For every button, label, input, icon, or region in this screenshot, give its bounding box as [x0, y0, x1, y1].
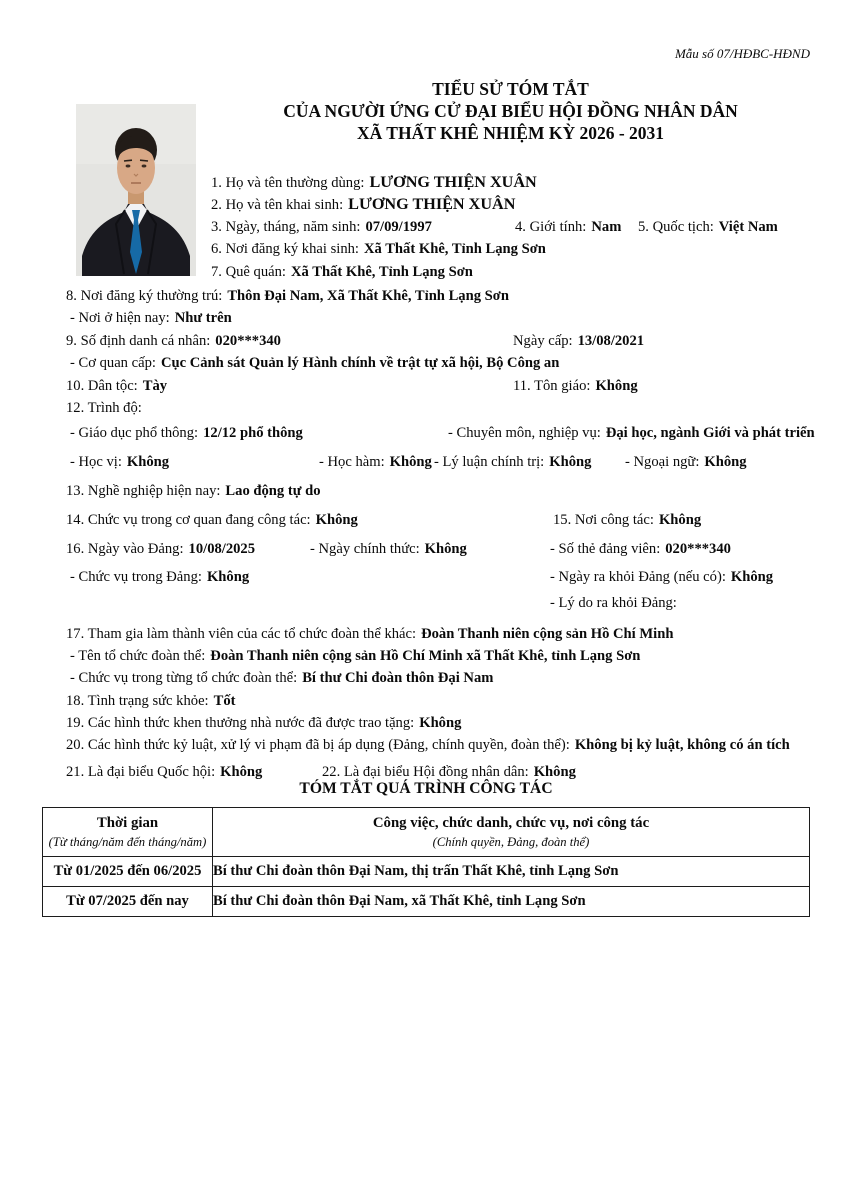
field-id-issuer-label: - Cơ quan cấp: [70, 355, 156, 372]
field-org-membership-value: Đoàn Thanh niên cộng sản Hồ Chí Minh [421, 625, 674, 642]
field-workplace-value: Không [658, 511, 702, 528]
document-title [211, 78, 810, 144]
field-education-header-label: 12. Trình độ: [66, 399, 142, 416]
field-row-id [66, 330, 810, 352]
field-party-official-date-label: - Ngày chính thức: [310, 540, 420, 557]
field-id-number [66, 330, 513, 352]
organizations-section [66, 623, 810, 757]
field-professional [448, 419, 815, 448]
field-general-education [66, 419, 448, 448]
field-org-membership [66, 623, 810, 645]
field-awards-value: Không [419, 715, 462, 732]
col1-header-main: Thời gian [96, 815, 159, 831]
work-history-table [42, 807, 810, 917]
field-gender-label: 4. Giới tính: [515, 218, 587, 235]
field-occupation [66, 477, 810, 506]
field-religion-label: 11. Tôn giáo: [513, 377, 591, 394]
field-awards-label: 19. Các hình thức khen thưởng nhà nước đã được trao tặng: [66, 715, 415, 732]
field-party-leave-date-value: Không [730, 569, 774, 586]
field-occupation-label: 13. Nghề nghiệp hiện nay: [66, 482, 221, 499]
field-pc-deputy-label: 22. Là đại biểu Hội đồng nhân dân: [322, 763, 529, 780]
candidate-photo [76, 104, 196, 276]
col2-header-sub: (Chính quyền, Đảng, đoàn thể) [432, 835, 590, 849]
field-academic-rank [319, 448, 434, 477]
field-professional-value: Đại học, ngành Giới và phát triển [605, 425, 815, 442]
field-name-birth [211, 193, 810, 215]
field-position-at-work-label: 14. Chức vụ trong cơ quan đang công tác: [66, 511, 311, 528]
field-nationality-value: Việt Nam [718, 218, 778, 235]
field-id-issue-date-label: Ngày cấp: [513, 332, 573, 349]
field-dob-value: 07/09/1997 [365, 218, 432, 235]
field-party-position [66, 563, 550, 592]
col2-header-main: Công việc, chức danh, chức vụ, nơi công tác [372, 815, 650, 831]
field-name-common-value: LƯƠNG THIỆN XUÂN [369, 173, 537, 191]
field-perm-residence-label: 8. Nơi đăng ký thường trú: [66, 288, 223, 304]
field-ethnicity [66, 375, 513, 397]
field-position-at-work-value: Không [315, 511, 358, 528]
field-na-deputy-value: Không [220, 763, 263, 780]
field-row-position-workplace [66, 506, 810, 535]
field-discipline [66, 734, 810, 756]
work-history-section-title: TÓM TẮT QUÁ TRÌNH CÔNG TÁC [299, 780, 553, 797]
field-row-dob-gender-nationality [211, 216, 810, 238]
field-degree-value: Không [126, 454, 170, 471]
work-history-row-0-work: Bí thư Chi đoàn thôn Đại Nam, thị trấn Thất Khê, tỉnh Lạng Sơn [213, 857, 810, 887]
field-name-common [211, 171, 810, 193]
title-line-2: CỦA NGƯỜI ỨNG CỬ ĐẠI BIỂU HỘI ĐỒNG NHÂN DÂN [283, 101, 738, 121]
field-org-name-value: Đoàn Thanh niên cộng sản Hồ Chí Minh xã Thất Khê, tỉnh Lạng Sơn [210, 647, 641, 664]
work-history-row-1-work: Bí thư Chi đoàn thôn Đại Nam, xã Thất Khê, tỉnh Lạng Sơn [213, 887, 810, 917]
field-pc-deputy-value: Không [533, 763, 576, 780]
field-id-number-label: 9. Số định danh cá nhân: [66, 332, 211, 349]
work-history-row-1-time: Từ 07/2025 đến nay [43, 887, 213, 917]
field-ethnicity-value: Tày [142, 377, 168, 394]
field-workplace-label: 15. Nơi công tác: [553, 511, 654, 528]
education-and-work-section [66, 419, 815, 592]
field-party-leave-reason-label: - Lý do ra khỏi Đảng: [550, 595, 677, 612]
field-foreign-language-value: Không [704, 454, 747, 471]
field-party-position-value: Không [206, 569, 250, 586]
field-academic-rank-label: - Học hàm: [319, 454, 385, 471]
field-current-residence-value: Như trên [174, 310, 232, 327]
field-degree-label: - Học vị: [70, 454, 122, 471]
field-foreign-language [625, 448, 747, 477]
col1-header-sub: (Từ tháng/năm đến tháng/năm) [48, 835, 207, 849]
field-political-theory-value: Không [549, 454, 592, 471]
field-row-party-position [66, 563, 810, 592]
field-party-join-date-value: 10/08/2025 [188, 540, 256, 557]
field-na-deputy-label: 21. Là đại biểu Quốc hội: [66, 763, 216, 780]
field-academic-rank-value: Không [389, 454, 432, 471]
field-row-party-dates [66, 535, 810, 564]
field-current-residence-label: - Nơi ở hiện nay: [70, 310, 170, 327]
field-id-issuer-value: Cục Cảnh sát Quản lý Hành chính về trật tự xã hội, Bộ Công an [160, 355, 560, 372]
field-discipline-value: Không bị kỷ luật, không có án tích [574, 737, 790, 754]
field-party-card-number-value: 020***340 [665, 540, 731, 557]
work-history-header-row [43, 808, 810, 857]
field-org-position-label: - Chức vụ trong từng tổ chức đoàn thể: [70, 670, 298, 687]
field-row-education [66, 419, 815, 448]
field-row-ethnicity-religion [66, 375, 810, 397]
field-party-official-date-value: Không [424, 540, 467, 557]
field-education-header [66, 397, 810, 419]
field-occupation-value: Lao động tự do [225, 482, 321, 499]
field-religion-value: Không [595, 377, 638, 394]
field-professional-label: - Chuyên môn, nghiệp vụ: [448, 425, 601, 442]
field-id-number-value: 020***340 [215, 332, 281, 349]
field-hometown-label: 7. Quê quán: [211, 263, 286, 280]
field-health-value: Tốt [213, 692, 236, 709]
field-nationality [638, 216, 778, 238]
work-history-col2-header [213, 808, 810, 857]
field-dob-label: 3. Ngày, tháng, năm sinh: [211, 218, 361, 235]
field-party-card-number [550, 535, 731, 564]
field-party-card-number-label: - Số thẻ đảng viên: [550, 540, 661, 557]
field-general-education-label: - Giáo dục phổ thông: [70, 425, 199, 442]
field-political-theory-label: - Lý luận chính trị: [434, 454, 545, 471]
work-history-row [43, 887, 810, 917]
field-hometown-value: Xã Thất Khê, Tỉnh Lạng Sơn [290, 263, 473, 280]
portrait-illustration [76, 104, 196, 276]
main-fields-block [66, 285, 815, 783]
field-name-birth-label: 2. Họ và tên khai sinh: [211, 197, 344, 214]
field-party-join-date-label: 16. Ngày vào Đảng: [66, 540, 184, 557]
field-degree [66, 448, 319, 477]
field-hometown [211, 261, 810, 283]
field-org-membership-label: 17. Tham gia làm thành viên của các tổ chức đoàn thể khác: [66, 625, 417, 642]
field-health [66, 690, 810, 712]
field-id-issue-date [513, 330, 644, 352]
spacer-cell [66, 592, 550, 614]
field-party-leave-reason [550, 592, 677, 614]
field-name-common-label: 1. Họ và tên thường dùng: [211, 175, 365, 191]
field-foreign-language-label: - Ngoại ngữ: [625, 454, 700, 471]
field-workplace [553, 506, 701, 535]
personal-fields-beside-photo [211, 171, 810, 283]
field-nationality-label: 5. Quốc tịch: [638, 218, 714, 235]
title-line-1: TIỂU SỬ TÓM TẮT [432, 79, 589, 99]
work-history-row-0-time: Từ 01/2025 đến 06/2025 [43, 857, 213, 887]
field-religion [513, 375, 638, 397]
field-position-at-work [66, 506, 553, 535]
field-party-official-date [310, 535, 550, 564]
form-number: Mẫu số 07/HĐBC-HĐND [674, 46, 810, 61]
title-line-3: XÃ THẤT KHÊ NHIỆM KỲ 2026 - 2031 [356, 123, 665, 143]
field-perm-residence-value: Thôn Đại Nam, Xã Thất Khê, Tỉnh Lạng Sơn [227, 288, 509, 304]
field-party-join-date [66, 535, 310, 564]
field-health-label: 18. Tình trạng sức khỏe: [66, 692, 209, 709]
field-party-leave-date [550, 563, 773, 592]
field-org-position [66, 667, 810, 689]
field-org-name [66, 645, 810, 667]
field-dob [211, 216, 515, 238]
field-birth-reg-place-value: Xã Thất Khê, Tỉnh Lạng Sơn [363, 241, 546, 258]
field-name-birth-value: LƯƠNG THIỆN XUÂN [348, 195, 516, 214]
field-row-party-leave-reason [66, 592, 810, 614]
field-org-name-label: - Tên tổ chức đoàn thể: [70, 647, 206, 664]
field-party-leave-date-label: - Ngày ra khỏi Đảng (nếu có): [550, 569, 726, 586]
field-perm-residence [66, 285, 810, 307]
work-history-col1-header [43, 808, 213, 857]
field-birth-reg-place-label: 6. Nơi đăng ký khai sinh: [211, 241, 359, 258]
field-political-theory [434, 448, 625, 477]
field-ethnicity-label: 10. Dân tộc: [66, 377, 138, 394]
field-gender-value: Nam [591, 218, 622, 235]
work-history-row [43, 857, 810, 887]
field-general-education-value: 12/12 phổ thông [203, 425, 303, 442]
field-birth-reg-place [211, 238, 810, 260]
field-current-residence [66, 307, 810, 329]
field-row-degrees [66, 448, 810, 477]
field-org-position-value: Bí thư Chi đoàn thôn Đại Nam [302, 670, 494, 687]
field-gender [515, 216, 638, 238]
field-discipline-label: 20. Các hình thức kỷ luật, xử lý vi phạm đã bị áp dụng (Đảng, chính quyền, đoàn thể): [66, 737, 570, 754]
field-party-position-label: - Chức vụ trong Đảng: [70, 569, 202, 586]
field-awards [66, 712, 810, 734]
field-id-issue-date-value: 13/08/2021 [577, 332, 645, 349]
field-id-issuer [66, 352, 810, 374]
